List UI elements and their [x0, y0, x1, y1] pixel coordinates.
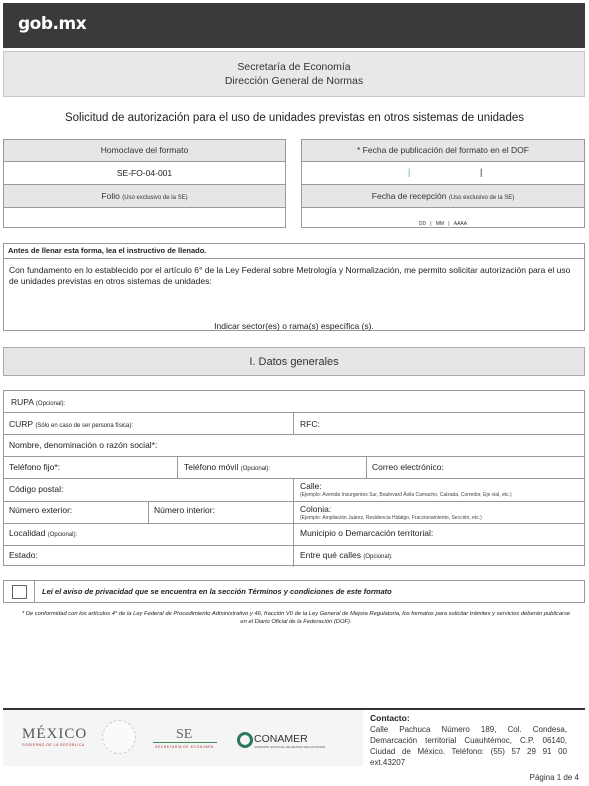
calle-note: (Ejemplo: Avenida Insurgentes Sur, Boulevard Ávila Camacho, Calzada, Corredor, Eje vial, etc.) — [300, 492, 512, 498]
conamer-icon — [237, 732, 253, 748]
rfc-field[interactable]: RFC: — [300, 419, 320, 429]
agency-line1: Secretaría de Economía — [237, 61, 351, 73]
coat-of-arms-icon — [102, 720, 136, 754]
se-logo-line — [153, 742, 217, 743]
gobmx-logo[interactable]: gob.mx — [18, 14, 87, 34]
folio-label: Folio — [101, 191, 120, 201]
municipio-field[interactable]: Municipio o Demarcación territorial: — [300, 528, 434, 538]
cp-field[interactable]: Código postal: — [9, 484, 64, 494]
agency-line2: Dirección General de Normas — [224, 75, 364, 87]
recv-note: (Uso exclusivo de la SE) — [448, 195, 515, 201]
entre-field[interactable]: Entre qué calles (Opcional): — [300, 550, 393, 560]
calle-field[interactable]: Calle: — [300, 481, 322, 491]
colonia-field[interactable]: Colonia: — [300, 504, 332, 514]
instructions-heading: Antes de llenar esta forma, lea el instructivo de llenado. — [4, 244, 584, 259]
privacy-checkbox[interactable] — [12, 585, 27, 599]
instructions-box — [3, 243, 585, 331]
nombre-field[interactable]: Nombre, denominación o razón social*: — [9, 440, 158, 450]
pub-date-sep-1: | — [408, 167, 411, 177]
homoclave-value: SE-FO-04-001 — [4, 162, 285, 185]
estado-field[interactable]: Estado: — [9, 550, 38, 560]
recv-label: Fecha de recepción — [371, 191, 447, 201]
folio-note: (Uso exclusivo de la SE) — [122, 195, 188, 201]
recv-date-format: DD | MM | AAAA — [418, 221, 468, 227]
instructions-body: Con fundamento en lo establecido por el artículo 6° de la Ley Federal sobre Metrología y Normalización, me permito solicitar autorización para el uso de unidades previstas en otros sistemas de unidades: — [9, 265, 571, 286]
num-int-field[interactable]: Número interior: — [154, 505, 215, 515]
pub-date-value — [302, 162, 584, 185]
top-header — [3, 3, 585, 48]
pub-date-sep-2: | — [480, 167, 483, 177]
legal-note: * De conformidad con los artículos 4° de la Ley Federal de Procedimiento Administrativo y 46, fracción VII de la Ley General de Mejora Regulatoria, los formatos para solicitar trámites y servicios deberán publicarse en el Diario Oficial de la Federación (DOF). — [21, 611, 571, 625]
colonia-note: (Ejemplo: Ampliación Juárez, Residencia Hidalgo, Fraccionamiento, Sección, etc.) — [300, 515, 482, 521]
instructions-sector: Indicar sector(es) o rama(s) específica (s). — [214, 321, 374, 331]
page-number: Página 1 de 4 — [529, 773, 579, 782]
contact-label: Contacto: — [370, 713, 410, 723]
se-logo: SE — [176, 727, 193, 742]
privacy-label: Leí el aviso de privacidad que se encuentra en la sección Términos y condiciones de este formato — [42, 587, 392, 596]
privacy-row — [3, 580, 585, 603]
movil-field[interactable]: Teléfono móvil (Opcional): — [184, 462, 271, 472]
telefono-field[interactable]: Teléfono fijo*: — [9, 462, 61, 472]
agency-box — [3, 51, 585, 97]
folio-input[interactable] — [4, 208, 285, 230]
mexico-logo: MÉXICO — [22, 726, 88, 742]
curp-field[interactable]: CURP (Sólo en caso de ser persona física): — [9, 419, 134, 429]
folio-header — [4, 185, 285, 208]
recv-header — [302, 185, 584, 208]
conamer-logo-sub: COMISIÓN NACIONAL DE MEJORA REGULATORIA — [254, 745, 326, 749]
rupa-field[interactable]: RUPA (Opcional): — [11, 397, 66, 407]
pub-date-label: * Fecha de publicación del formato en el DOF — [302, 140, 584, 162]
recv-date-input[interactable] — [302, 208, 584, 230]
mexico-logo-sub: GOBIERNO DE LA REPÚBLICA — [22, 743, 85, 747]
localidad-field[interactable]: Localidad (Opcional): — [9, 528, 78, 538]
se-logo-sub: SECRETARÍA DE ECONOMÍA — [155, 745, 214, 749]
homoclave-label: Homoclave del formato — [4, 140, 285, 162]
general-data-grid — [3, 390, 585, 566]
homoclave-box — [3, 139, 286, 228]
form-title: Solicitud de autorización para el uso de unidades previstas en otros sistemas de unidades — [64, 112, 524, 124]
publication-box — [301, 139, 585, 228]
contact-text: Calle Pachuca Número 189, Col. Condesa, Demarcación territorial Cuauhtémoc, C.P. 06140, Ciudad de México. Teléfono: (55) 57 29 91 00 ext.43207 — [370, 725, 567, 767]
conamer-logo: CONAMER — [254, 733, 308, 745]
section-datos-generales: I. Datos generales — [3, 347, 585, 376]
correo-field[interactable]: Correo electrónico: — [372, 462, 444, 472]
num-ext-field[interactable]: Número exterior: — [9, 505, 73, 515]
